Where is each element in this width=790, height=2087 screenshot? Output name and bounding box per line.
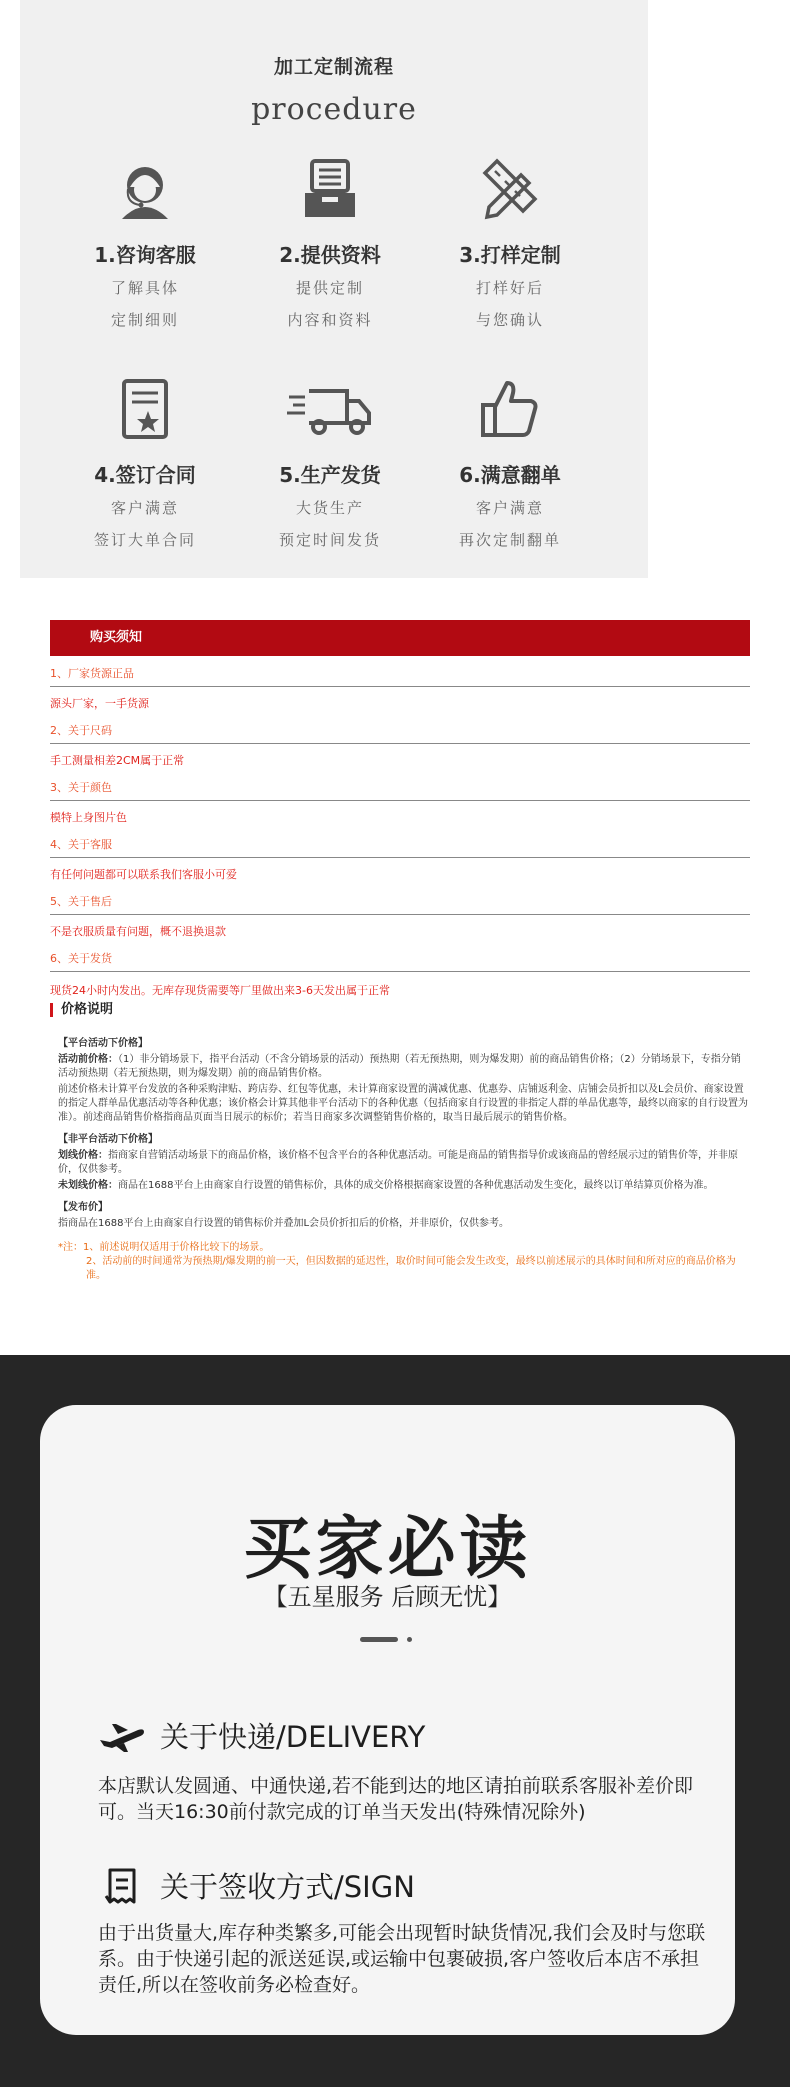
- text: （1）非分销场景下，指平台活动（不含分销场景的活动）预热期（若无预热期，则为爆发期）前的商品销售价格；（2）分销场景下，专指分销活动预热期（若无预热期，则为爆发期）前的商品销售价格。: [58, 1054, 741, 1079]
- purchase-notes: [50, 620, 750, 1000]
- delivery-text: 本店默认发圆通、中通快递,若不能到达的地区请拍前联系客服补差价即可。当天16:30前付款完成的订单当天发出(特殊情况除外): [98, 1775, 694, 1823]
- document-tray-icon: [295, 155, 365, 225]
- delivery-truck-icon: [285, 375, 375, 445]
- customer-service-icon: [110, 155, 180, 225]
- divider-dot: [407, 1637, 412, 1642]
- paragraph: [58, 1149, 750, 1177]
- note-title: 3、关于颜色: [50, 781, 112, 794]
- step-desc: 定制细则: [110, 311, 179, 329]
- price-header: 价格说明: [50, 1003, 750, 1017]
- note-item: [50, 884, 750, 941]
- step-desc: 客户满意: [110, 499, 179, 517]
- note-item: [50, 827, 750, 884]
- sign-heading: [98, 1865, 415, 1906]
- note-title: 5、关于售后: [50, 895, 112, 908]
- note-body: 有任何问题都可以联系我们客服小可爱: [50, 868, 237, 881]
- step-desc: 客户满意: [475, 499, 544, 517]
- note-item: [50, 656, 750, 713]
- note-title: 1、厂家货源正品: [50, 667, 134, 680]
- notes-header: 购买须知: [50, 620, 750, 656]
- step-consult: [55, 155, 235, 332]
- section-title: 【平台活动下价格】: [58, 1038, 148, 1049]
- footnote: *注：1、前述说明仅适用于价格比较下的场景。: [58, 1242, 270, 1253]
- step-desc: 了解具体: [110, 279, 179, 297]
- sign-title: 关于签收方式/SIGN: [160, 1870, 415, 1904]
- delivery-title: 关于快递/DELIVERY: [160, 1720, 426, 1754]
- step-provide: [240, 155, 420, 332]
- note-title: 2、关于尺码: [50, 724, 112, 737]
- paragraph: 前述价格未计算平台发放的各种采购津贴、跨店券、红包等优惠，未计算商家设置的满减优惠、优惠券、店铺返利金、店铺会员折扣以及L会员价、商家设置的指定人群单品优惠活动等各种优惠；该价格会计算其他非平台活动下的各种优惠（包括商家自行设置的非指定人群的单品优惠等，最终以商家的自行设置为准）。前述商品销售价格指商品页面当日展示的标价；若当日商家多次调整销售价格的，取当日最后展示的销售价格。: [58, 1084, 748, 1123]
- text: 指商家自营销活动场景下的商品价格，该价格不包含平台的各种优惠活动。可能是商品的销售指导价或该商品的曾经展示过的销售价等，并非原价，仅供参考。: [58, 1150, 738, 1175]
- procedure-section: [20, 0, 648, 578]
- label: 未划线价格：: [58, 1180, 118, 1191]
- contract-icon: [110, 375, 180, 445]
- paragraph: 指商品在1688平台上由商家自行设置的销售标价并叠加L会员价折扣后的价格，并非原价，仅供参考。: [58, 1218, 510, 1229]
- step-sample: [420, 155, 600, 332]
- note-body: 不是衣服质量有问题，概不退换退款: [50, 925, 226, 938]
- note-item: [50, 941, 750, 1000]
- airplane-icon: [98, 1716, 146, 1756]
- step-desc: 与您确认: [475, 311, 544, 329]
- pencil-ruler-icon: [475, 155, 545, 225]
- step-contract: [55, 375, 235, 552]
- step-title: 2.提供资料: [279, 243, 381, 267]
- note-body: 模特上身图片色: [50, 811, 127, 824]
- procedure-subtitle: procedure: [251, 92, 417, 127]
- sign-text: 由于出货量大,库存种类繁多,可能会出现暂时缺货情况,我们会及时与您联系。由于快递引起的派送延误,或运输中包裹破损,客户签收后本店不承担责任,所以在签收前务必检查好。: [98, 1922, 706, 1996]
- note-item: [50, 770, 750, 827]
- note-body: 源头厂家，一手货源: [50, 697, 149, 710]
- step-desc: 打样好后: [475, 279, 544, 297]
- price-explanation: [50, 1003, 750, 1283]
- note-title: 4、关于客服: [50, 838, 112, 851]
- note-body: 手工测量相差2CM属于正常: [50, 754, 185, 767]
- step-title: 5.生产发货: [279, 463, 381, 487]
- step-desc: 内容和资料: [287, 311, 373, 329]
- label: 活动前价格：: [58, 1054, 118, 1065]
- footnote: 2、活动前的时间通常为预热期/爆发期的前一天，但因数据的延迟性，取价时间可能会发生改变，最终以前述展示的具体时间和所对应的商品价格为准。: [86, 1256, 736, 1281]
- receipt-icon: [98, 1866, 146, 1906]
- thumbs-up-icon: [475, 375, 545, 445]
- step-desc: 大货生产: [295, 499, 364, 517]
- step-ship: [240, 375, 420, 552]
- card-title: 买家必读: [243, 1510, 532, 1589]
- step-title: 4.签订合同: [94, 463, 196, 487]
- card-subtitle: 【五星服务 后顾无忧】: [263, 1583, 512, 1611]
- note-body: 现货24小时内发出。无库存现货需要等厂里做出来3-6天发出属于正常: [50, 984, 390, 997]
- step-title: 3.打样定制: [459, 243, 561, 267]
- note-item: [50, 713, 750, 770]
- step-desc: 再次定制翻单: [458, 531, 561, 549]
- label: 划线价格：: [58, 1150, 108, 1161]
- delivery-heading: [98, 1715, 425, 1756]
- divider: [360, 1637, 398, 1642]
- procedure-title: 加工定制流程: [273, 56, 394, 78]
- step-desc: 提供定制: [295, 279, 364, 297]
- buyer-card: [40, 1405, 735, 2035]
- text: 商品在1688平台上由商家自行设置的销售标价，具体的成交价格根据商家设置的各种优惠活动发生变化，最终以订单结算页价格为准。: [118, 1180, 714, 1191]
- step-title: 1.咨询客服: [94, 243, 196, 267]
- step-reorder: [420, 375, 600, 552]
- section-title: 【发布价】: [58, 1202, 108, 1213]
- paragraph: [58, 1053, 750, 1081]
- step-desc: 预定时间发货: [278, 531, 381, 549]
- step-desc: 签订大单合同: [93, 531, 196, 549]
- step-title: 6.满意翻单: [459, 463, 561, 487]
- paragraph: [58, 1179, 750, 1193]
- section-title: 【非平台活动下价格】: [58, 1134, 158, 1145]
- note-title: 6、关于发货: [50, 952, 112, 965]
